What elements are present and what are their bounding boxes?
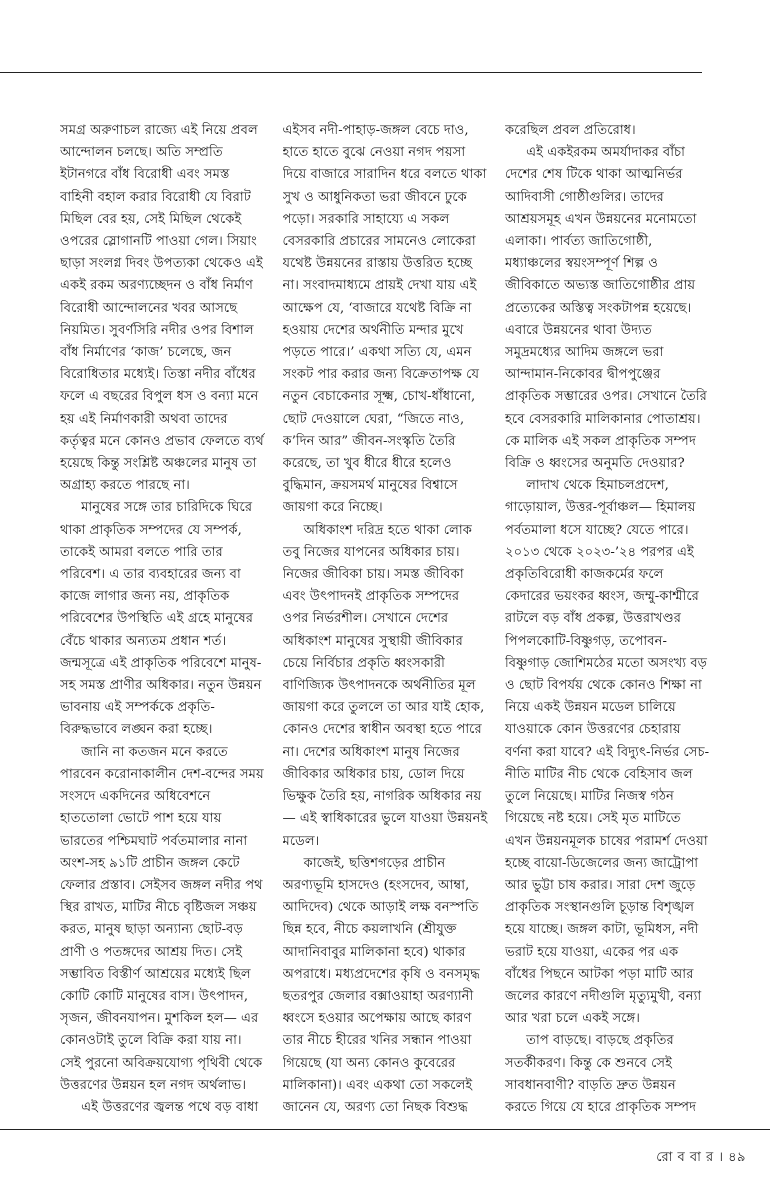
paragraph: করেছিল প্রবল প্রতিরোধ।: [505, 123, 636, 138]
paragraph: মানুষের সঙ্গে তার চারিদিকে ঘিরে থাকা প্রাকৃতিক সম্পদের যে সম্পর্ক, তাকেই আমরা বলতে পারি তার পরিবেশ। এ তার ব্যবহারের জন্য বা কাজে লাগার জন্য নয়, প্রাকৃতিক পরিবেশের উপস্থিতি এই গ্রহে মানুষের বেঁচে থাকার অন্যতম প্রধান শর্ত। জন্মসূত্রে এই প্রাকৃতিক পরিবেশে মানুষ-সহ সমস্ত প্রাণীর অধিকার। নতুন উন্নয়ন ভাবনায় এই সম্পর্ককে প্রকৃতি-বিরুদ্ধভাবে লঙ্ঘন করা হচ্ছে।: [60, 500, 262, 738]
column-2: [283, 120, 488, 1120]
paragraph: অধিকাংশ দরিদ্র হতে থাকা লোক তবু নিজের যাপনের অধিকার চায়। নিজের জীবিকা চায়। সমস্ত জীবিকা এবং উৎপাদনই প্রাকৃতিক সম্পদের ওপর নির্ভরশীল। সেখানে দেশের অধিকাংশ মানুষের সুস্থায়ী জীবিকার চেয়ে নির্বিচার প্রকৃতি ধ্বংসকারী বাণিজ্যিক উৎপাদনকে অর্থনীতির মূল জায়গা করে তুললে তা আর যাই হোক, কোনও দেশের স্বাধীন অবস্থা হতে পারে না। দেশের অধিকাংশ মানুষ নিজের জীবিকার অধিকার চায়, ডোল দিয়ে ভিক্ষুক তৈরি হয়, নাগরিক অধিকার নয়— এই স্বাধিকারের ভুলে যাওয়া উন্নয়নই মডেল।: [282, 522, 488, 849]
paragraph: এই একইরকম অমর্যাদাকর বাঁচা দেশের শেষ টিকে থাকা আত্মনির্ভর আদিবাসী গোষ্ঠীগুলির। তাদের আশ্রয়সমূহ এখন উন্নয়নের মনোমতো এলাকা। পার্বত্য জাতিগোষ্ঠী, মধ্যাঞ্চলের স্বয়ংসম্পূর্ণ শিল্প ও জীবিকাতে অভ্যস্ত জাতিগোষ্ঠীর প্রায় প্রত্যেকের অস্তিত্ব সংকটাপন্ন হয়েছে। এবারে উন্নয়নের থাবা উদ্যত সমুদ্রমধ্যের আদিম জঙ্গলে ভরা আন্দামান-নিকোবর দ্বীপপুঞ্জের প্রাকৃতিক সম্ভারের ওপর। সেখানে তৈরি হবে বেসরকারি মালিকানার পোতাশ্রয়। কে মালিক এই সকল প্রাকৃতিক সম্পদ বিক্রি ও ধ্বংসের অনুমতি দেওয়ার?: [505, 145, 707, 472]
paragraph: এই উত্তরণের জ্বলন্ত পথে বড় বাধা: [81, 1099, 259, 1115]
paragraph: তাপ বাড়ছে। বাড়ছে প্রকৃতির সতর্কীকরণ। কিন্তু কে শুনবে সেই সাবধানবাণী? বাড়তি দ্রুত উন্নয়ন করতে গিয়ে যে হারে প্রাকৃতিক সম্পদ: [505, 1033, 697, 1115]
page-footer: রো ব বা র । ৪৯: [656, 1150, 746, 1165]
paragraph: জানি না কতজন মনে করতে পারবেন করোনাকালীন দেশ-বন্দের সময় সংসদে একদিনের অধিবেশনে হাততোলা ভোটে পাশ হয়ে যায় ভারতের পশ্চিমঘাট পর্বতমালার নানা অংশ-সহ ৯১টি প্রাচীন জঙ্গল কেটে ফেলার প্রস্তাব। সেইসব জঙ্গল নদীর পথ স্থির রাখত, মাটির নীচে বৃষ্টিজল সঞ্চয় করত, মানুষ ছাড়া অন্যান্য ছোট-বড় প্রাণী ও পতঙ্গদের আশ্রয় দিত। সেই সম্ভাবিত বিস্তীর্ণ আশ্রয়ের মধ্যেই ছিল কোটি কোটি মানুষের বাস। উৎপাদন, সৃজন, জীবনযাপন। মুশকিল হল— এর কোনওটাই তুলে বিক্রি করা যায় না। সেই পুরনো অবিক্রয়যোগ্য পৃথিবী থেকে উত্তরণের উন্নয়ন হল নগদ অর্থলাভ।: [60, 744, 264, 1093]
article-body: [60, 120, 710, 1120]
column-1: [60, 120, 265, 1120]
top-rule: [0, 72, 702, 73]
paragraph: সমগ্র অরুণাচল রাজ্যে এই নিয়ে প্রবল আন্দোলন চলছে। অতি সম্প্রতি ইটানগরে বাঁধ বিরোধী এবং সমস্ত বাহিনী বহাল করার বিরোধী যে বিরাট মিছিল বের হয়, সেই মিছিল থেকেই ওপরের স্লোগানটি পাওয়া গেল। সিয়াং ছাড়া সংলগ্ন দিবং উপত্যকা থেকেও এই একই রকম অরণ্যচ্ছেদন ও বাঁধ নির্মাণ বিরোধী আন্দোলনের খবর আসছে নিয়মিত। সুবর্ণসিরি নদীর ওপর বিশাল বাঁধ নির্মাণের ‘কাজ’ চলেছে, জন বিরোধিতার মধ্যেই। তিস্তা নদীর বাঁধের ফলে এ বছরের বিপুল ধস ও বন্যা মনে হয় এই নির্মাণকারী অথবা তাদের কর্তৃত্বর মনে কোনও প্রভাব ফেলতে ব্যর্থ হয়েছে কিন্তু সংশ্লিষ্ট অঞ্চলের মানুষ তা অগ্রাহ্য করতে পারছে না।: [60, 123, 264, 494]
column-3: [505, 120, 710, 1120]
paragraph: লাদাখ থেকে হিমাচলপ্রদেশ, গাড়োয়াল, উত্তর-পূর্বাঞ্চল— হিমালয় পর্বতমালা ধসে যাচ্ছে? যেতে পারে। ২০১৩ থেকে ২০২৩-’২৪ পরপর এই প্রকৃতিবিরোধী কাজকর্মের ফলে কেদারের ভয়ংকর ধ্বংস, জম্মু-কাশ্মীরে রাটলে বড় বাঁধ প্রকল্প, উত্তরাখণ্ডর পিপলকোটি-বিষ্ণুগড়, তপোবন-বিষ্ণুগাড় জোশিমঠের মতো অসংখ্য বড় ও ছোট বিপর্যয় থেকে কোনও শিক্ষা না নিয়ে একই উন্নয়ন মডেল চালিয়ে যাওয়াকে কোন উত্তরণের চেহারায় বর্ণনা করা যাবে? এই বিদ্যুৎ-নির্ভর সেচ-নীতি মাটির নীচ থেকে বেহিসাব জল তুলে নিয়েছে। মাটির নিজস্ব গঠন গিয়েছে নষ্ট হয়ে। সেই মৃত মাটিতে এখন উন্নয়নমূলক চাষের পরামর্শ দেওয়া হচ্ছে বায়ো-ডিজেলের জন্য জাট্রোপা আর ভুট্টা চাষ করার। সারা দেশ জুড়ে প্রাকৃতিক সংস্থানগুলি চূড়ান্ত বিশৃঙ্খল হয়ে যাচ্ছে। জঙ্গল কাটা, ভূমিধস, নদী ভরাট হয়ে যাওয়া, একের পর এক বাঁধের পিছনে আটকা পড়া মাটি আর জলের কারণে নদীগুলি মৃত্যুমুখী, বন্যা আর খরা চলে একই সঙ্গে।: [505, 478, 710, 1027]
paragraph: এইসব নদী-পাহাড়-জঙ্গল বেচে দাও, হাতে হাতে বুঝে নেওয়া নগদ পয়সা দিয়ে বাজারে সারাদিন ধরে বলতে থাকা সুখ ও আধুনিকতা ভরা জীবনে ঢুকে পড়ো। সরকারি সাহায্যে এ সকল বেসরকারি প্রচারের সামনেও লোকেরা যথেষ্ট উন্নয়নের রাস্তায় উত্তরিত হচ্ছে না। সংবাদমাধ্যমে প্রায়ই দেখা যায় এই আক্ষেপ যে, ‘বাজারে যথেষ্ট বিক্রি না হওয়ায় দেশের অর্থনীতি মন্দার মুখে পড়তে পারে।’ একথা সত্যি যে, এমন সংকট পার করার জন্য বিক্রেতাপক্ষ যে নতুন বেচাকেনার সূক্ষ্ম, চোখ-ধাঁধানো, ছোট দেওয়ালে ঘেরা, “জিতে নাও, ক’দিন আর” জীবন-সংস্কৃতি তৈরি করেছে, তা খুব ধীরে ধীরে হলেও বুদ্ধিমান, ক্রয়সমর্থ মানুষের বিশ্বাসে জায়গা করে নিচ্ছে।: [282, 123, 487, 516]
paragraph: কাজেই, ছত্তিশগড়ের প্রাচীন অরণ্যভূমি হাসদেও (হংসদেব, আম্বা, আদিদেব) থেকে আড়াই লক্ষ বনস্পতি ছিন্ন হবে, নীচে কয়লাখনি (শ্রীযুক্ত আদানিবাবুর মালিকানা হবে) থাকার অপরাধে। মধ্যপ্রদেশের কৃষি ও বনসমৃদ্ধ ছতরপুর জেলার বক্সাওয়াহা অরণ্যানী ধ্বংসে হওয়ার অপেক্ষায় আছে কারণ তার নীচে হীরের খনির সন্ধান পাওয়া গিয়েছে (যা অন্য কোনও কুবেরের মালিকানা)। এবং একথা তো সকলেই জানেন যে, অরণ্য তো নিছক বিশুদ্ধ: [282, 855, 480, 1115]
bottom-rule: [0, 1129, 770, 1130]
